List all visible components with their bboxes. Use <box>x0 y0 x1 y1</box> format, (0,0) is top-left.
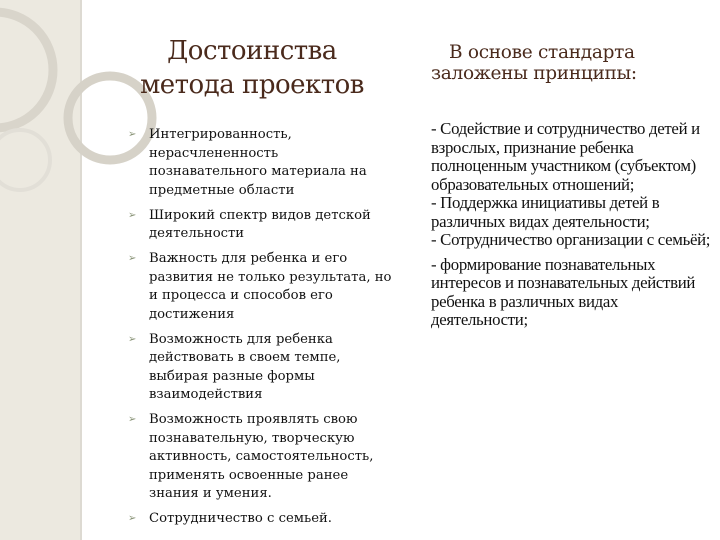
list-item <box>128 411 396 504</box>
title-line-1: Достоинства <box>167 36 337 66</box>
slide-title <box>122 34 382 102</box>
principles-heading-line-1: В основе стандарта <box>449 42 635 63</box>
list-item <box>128 510 396 529</box>
list-item-text: Широкий спектр видов детской деятельности <box>149 207 371 241</box>
principles-text <box>431 120 711 330</box>
title-line-2: метода проектов <box>140 70 364 100</box>
bullet-arrow-icon: ➢ <box>128 129 137 140</box>
principle-item: - Содействие и сотрудничество детей и взрослых, признание ребенка полноценным участником (субъектом) образовательных отношений; <box>431 119 700 194</box>
bullet-arrow-icon: ➢ <box>128 209 137 221</box>
principle-item: - Сотрудничество организации с семьёй; <box>431 230 711 249</box>
principles-heading <box>431 42 701 84</box>
deco-ring-large <box>0 12 53 128</box>
list-item <box>128 207 396 244</box>
principles-heading-line-2: заложены принципы: <box>431 63 637 84</box>
bullet-arrow-icon: ➢ <box>128 333 137 345</box>
list-item <box>128 126 396 200</box>
principle-item: - Поддержка инициативы детей в различных видах деятельности; <box>431 193 660 231</box>
list-item-text: Возможность для ребенка действовать в своем темпе, выбирая разные формы взаимодействия <box>149 331 341 402</box>
principle-item: - формирование познавательных интересов и познавательных действий ребенка в различных видах деятельности; <box>431 254 696 329</box>
bullet-arrow-icon: ➢ <box>128 513 137 524</box>
list-item-text: Возможность проявлять свою познавательную, творческую активность, самостоятельность, применять освоенные ранее знания и умения. <box>149 412 374 501</box>
list-item-text: Сотрудничество с семьей. <box>149 511 332 526</box>
bullet-arrow-icon: ➢ <box>128 253 137 264</box>
bullet-arrow-icon: ➢ <box>128 414 137 425</box>
advantages-list <box>128 126 396 535</box>
list-item <box>128 331 396 405</box>
list-item <box>128 250 396 324</box>
list-item-text: Важность для ребенка и его развития не только результата, но и процесса и способов его достижения <box>149 251 392 322</box>
list-item-text: Интегрированность, нерасчлененность познавательного материала на предметные области <box>149 127 367 198</box>
deco-ring-small <box>0 130 50 190</box>
